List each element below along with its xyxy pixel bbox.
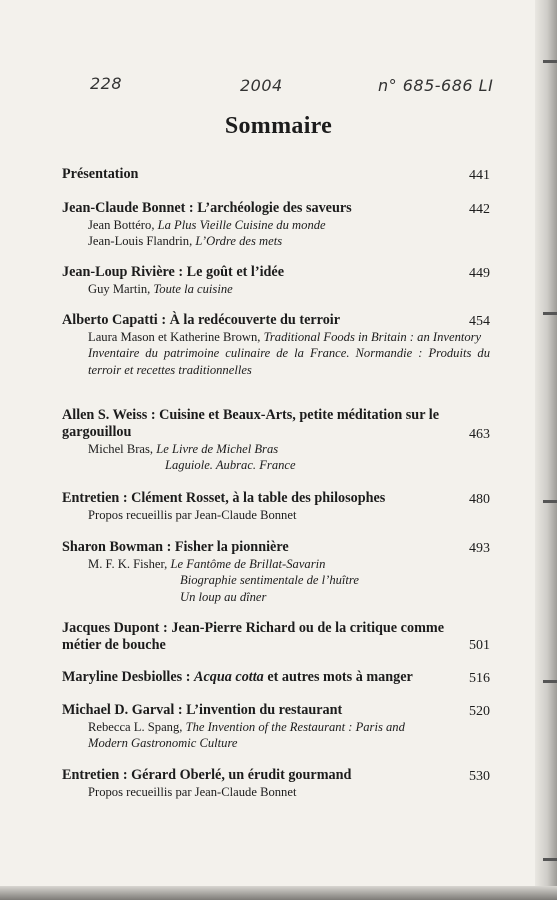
entry-author: Entretien [62,767,120,783]
entry-author: Jean-Loup Rivière [62,264,175,280]
toc-entry: Jean-Claude Bonnet : L’archéologie des saveurs Jean Bottéro, La Plus Vieille Cuisine du monde Jean-Louis Flandrin, L’Ordre des mets [62,200,352,249]
entry-title: L’archéologie des saveurs [197,200,352,216]
page-title: Sommaire [224,113,333,139]
toc-entry: Sharon Bowman : Fisher la pionnière M. F. K. Fisher, Le Fantôme de Brillat-Savarin Biographie sentimentale de l’huître Un loup au dîner [62,539,490,605]
entry-title-emphasis: Acqua cotta [194,669,264,685]
ref-name: Guy Martin [88,282,148,296]
edge-mark [543,312,557,315]
entry-author: Sharon Bowman [62,539,164,555]
ref-name: Jean Bottéro [88,218,152,232]
handwritten-note-left: 228 [90,74,123,93]
entry-title: Fisher la pionnière [174,539,289,555]
toc-entry: Maryline Desbiolles : Acqua cotta et autres mots à manger [62,669,413,685]
ref-work: The Invention of the Restaurant : Paris and Modern Gastronomic Culture [88,720,405,751]
entry-title: L’invention du restaurant [186,702,343,718]
handwritten-note-right: n° 685-686 LI [378,76,494,95]
ref-work: Traditional Foods in Britain : an Inventory [263,330,482,344]
entry-author: Allen S. Weiss [62,407,148,423]
page-number: 442 [469,202,490,217]
ref-work: Laguiole. Aubrac. France [165,458,296,473]
entry-author: Jacques Dupont [62,620,160,636]
handwritten-note-center: 2004 [240,76,283,95]
toc-entry: Entretien : Clément Rosset, à la table des philosophes Propos recueillis par Jean-Claude Bonnet [62,490,386,522]
entry-title: Cuisine et Beaux-Arts, petite méditation sur le gargouillou [62,407,440,440]
entry-title: À la redécouverte du terroir [169,312,341,328]
entry-author: Alberto Capatti [62,312,158,328]
page-number: 501 [469,638,490,653]
page-number: 480 [469,492,490,507]
entry-title: et autres mots à manger [267,669,413,685]
entry-note: Propos recueillis par Jean-Claude Bonnet [88,508,297,522]
entry-title: Le goût et l’idée [186,264,284,280]
ref-work: L’Ordre des mets [195,234,283,249]
toc-entry: Jacques Dupont : Jean-Pierre Richard ou de la critique comme métier de bouche [62,620,445,653]
toc-entry: Entretien : Gérard Oberlé, un érudit gourmand Propos recueillis par Jean-Claude Bonnet [62,767,352,799]
ref-name: Michel Bras [88,442,150,456]
page-number: 530 [469,769,490,784]
ref-work: Le Livre de Michel Bras [156,442,279,456]
ref-name: Jean-Louis Flandrin [88,234,190,249]
toc-entry: Michael D. Garval : L’invention du restaurant Rebecca L. Spang, The Invention of the Restaurant : Paris and Modern Gastronomic Culture [62,702,405,751]
page-number: 493 [469,541,490,556]
page-bottom-edge [0,886,557,900]
entry-author: Entretien [62,490,120,506]
ref-name: Rebecca L. Spang [88,720,180,734]
toc-entry: Allen S. Weiss : Cuisine et Beaux-Arts, petite méditation sur le gargouillou Michel Bras, Le Livre de Michel Bras Laguiole. Aubrac. France [62,407,454,474]
ref-work: Un loup au dîner [180,589,267,604]
ref-work: Biographie sentimentale de l’huître [180,573,359,588]
page-number: 454 [469,314,490,329]
entry-title: Clément Rosset, à la table des philosophes [131,490,386,506]
edge-mark [543,858,557,861]
entry-note: Propos recueillis par Jean-Claude Bonnet [88,785,297,799]
ref-work: Toute la cuisine [153,282,233,296]
page-number: 516 [469,671,490,686]
entry-author: Michael D. Garval [62,702,175,718]
entry-title: Jean-Pierre Richard ou de la critique comme métier de bouche [62,620,445,653]
page-number: 520 [469,704,490,719]
ref-work: La Plus Vieille Cuisine du monde [157,218,326,232]
ref-name: M. F. K. Fisher [88,557,165,571]
entry-title: Gérard Oberlé, un érudit gourmand [131,767,352,783]
edge-mark [543,680,557,683]
page-number: 463 [469,427,490,442]
edge-mark [543,60,557,63]
toc-entry: Alberto Capatti : À la redécouverte du terroir Laura Mason et Katherine Brown, Traditional Foods in Britain : an Inventory Inventaire du patrimoine culinaire de la France. Normandie : Produits du terroir et recettes traditionnelles [62,312,490,377]
ref-name: Laura Mason et Katherine Brown [88,330,258,344]
page-number: 441 [469,168,490,183]
toc-entry: Jean-Loup Rivière : Le goût et l’idée Guy Martin, Toute la cuisine [62,264,284,296]
edge-mark [543,500,557,503]
entry-author: Présentation [62,166,139,182]
entry-author: Jean-Claude Bonnet [62,200,186,216]
page-number: 449 [469,266,490,281]
ref-work: Inventaire du patrimoine culinaire de la France. Normandie : Produits du terroir et recettes traditionnelles [88,346,490,377]
ref-work: Le Fantôme de Brillat-Savarin [170,557,326,571]
entry-author: Maryline Desbiolles [62,669,183,685]
toc-entry [62,166,490,183]
